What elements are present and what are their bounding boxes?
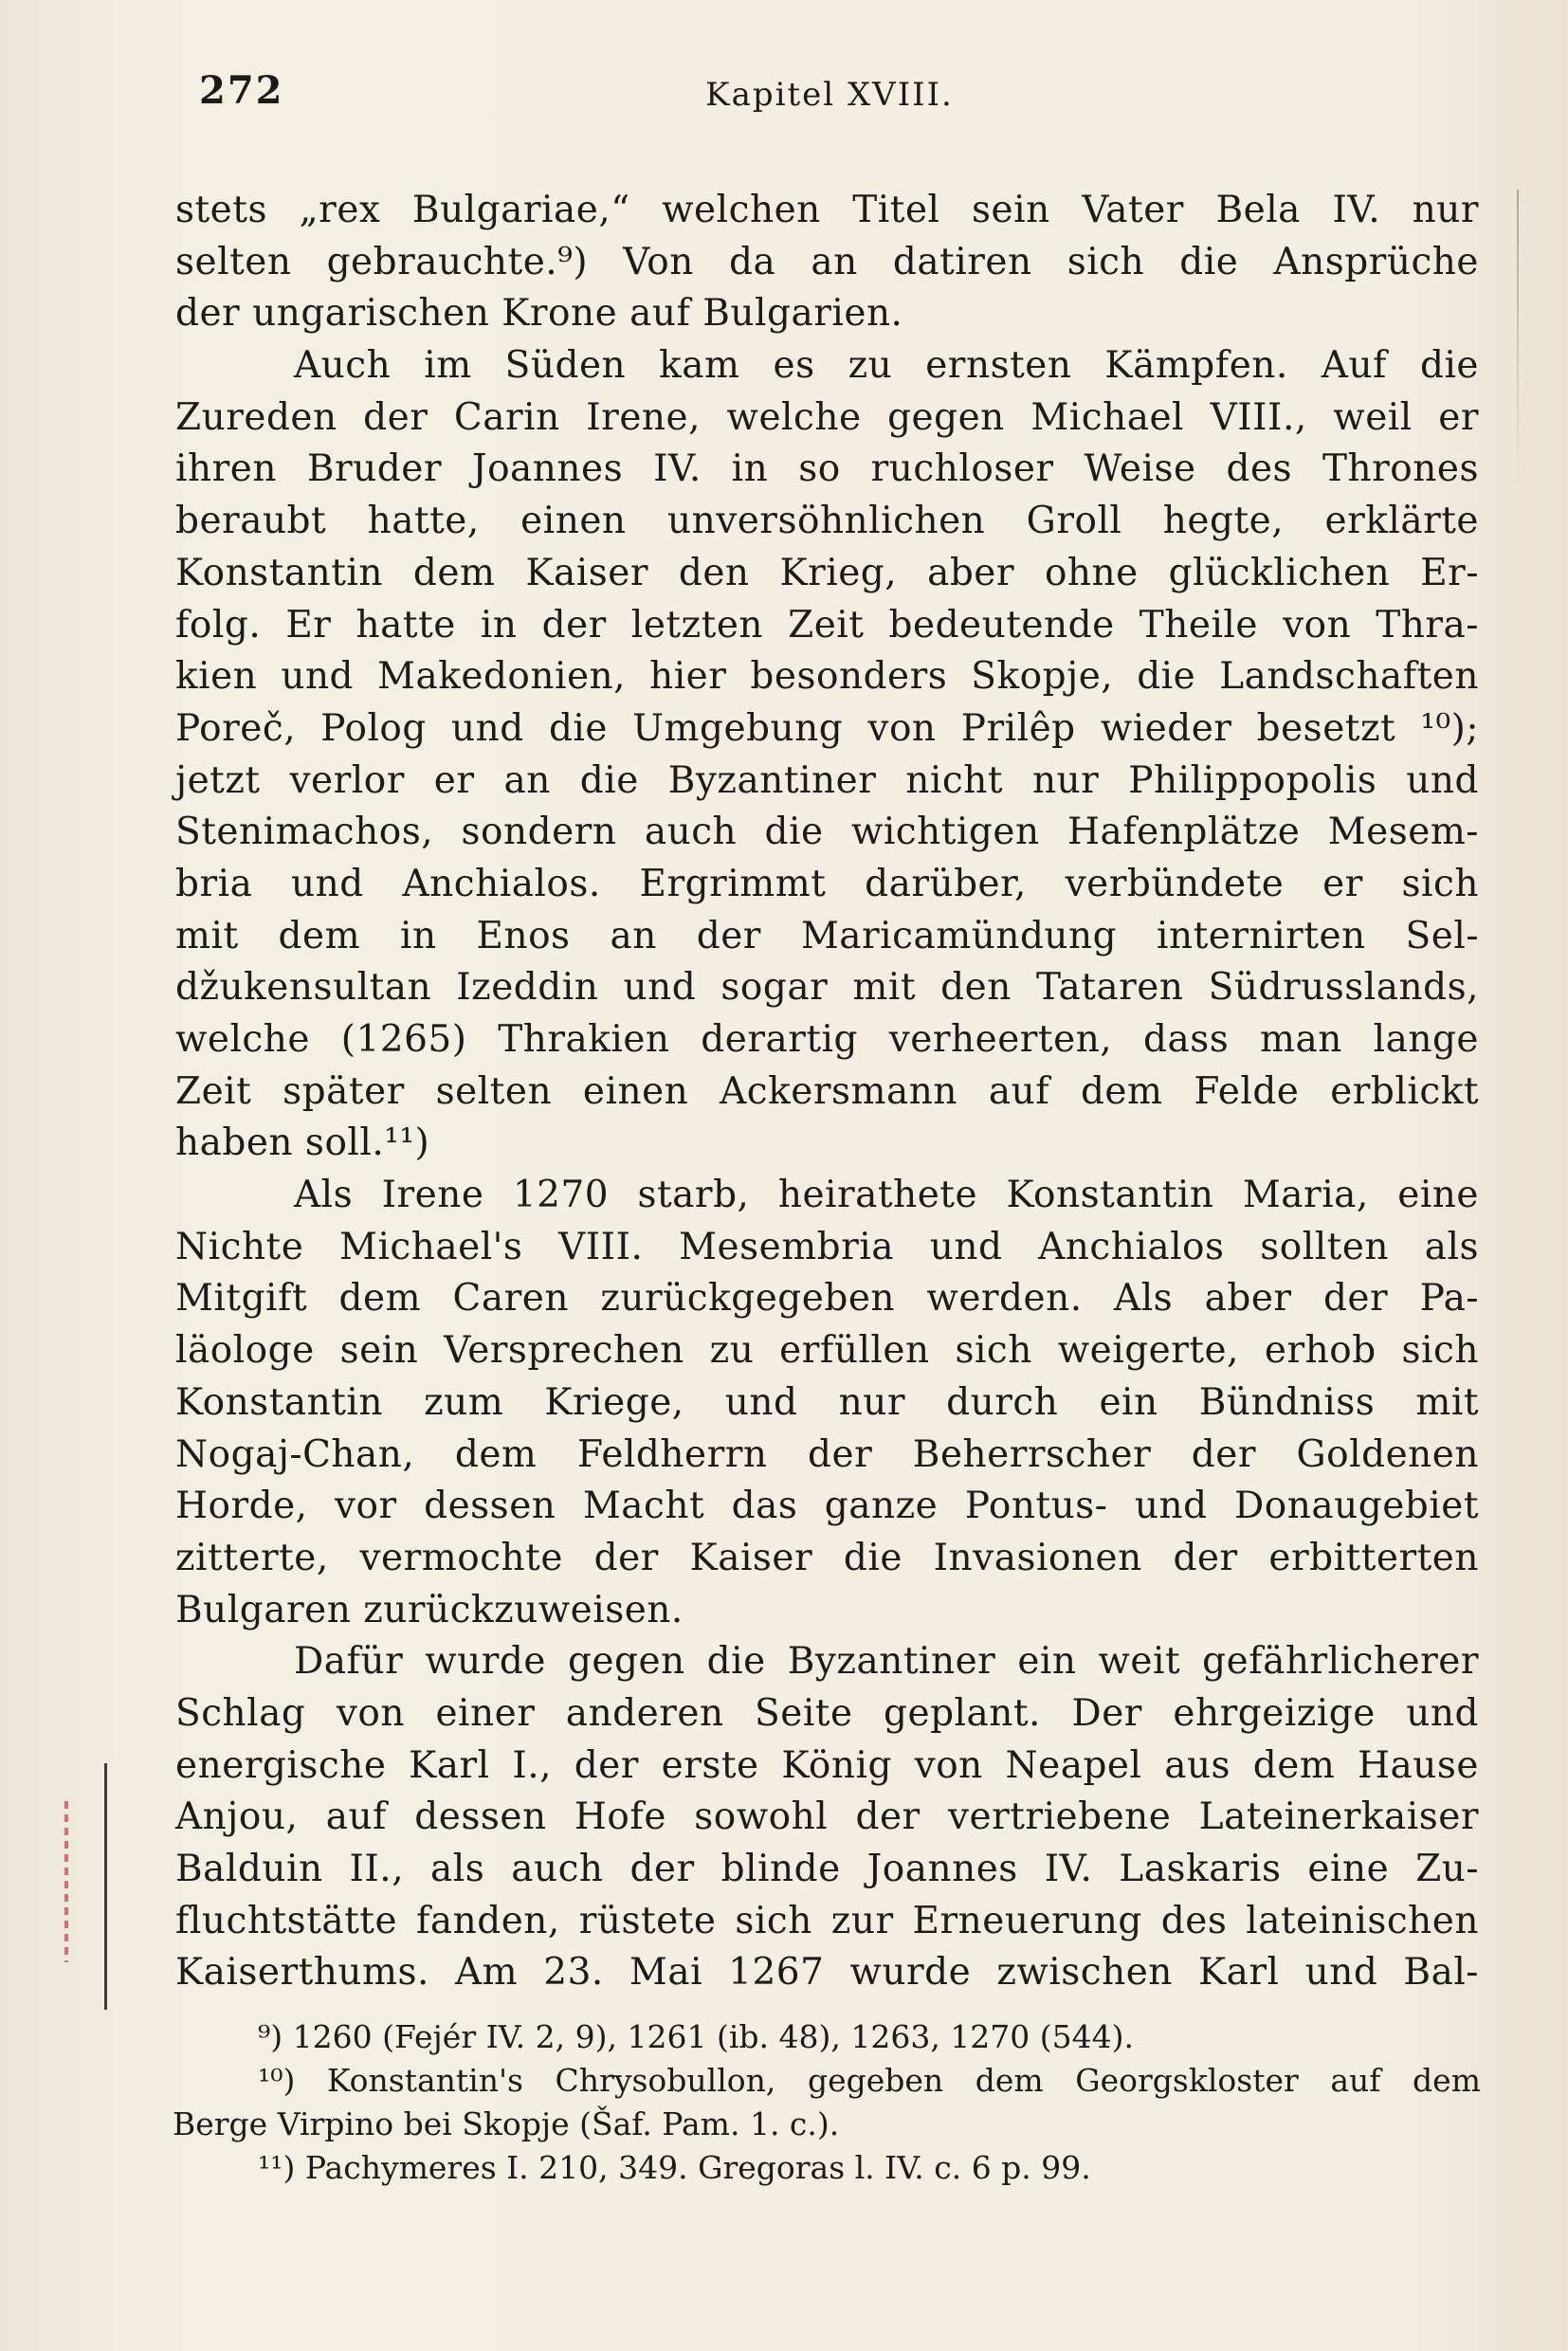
text-line: fluchtstätte fanden, rüstete sich zur Erneuerung des lateinischen: [175, 1899, 1479, 1942]
text-line: bria und Anchialos. Ergrimmt darüber, verbündete er sich: [175, 862, 1479, 905]
text-line: Schlag von einer anderen Seite geplant. Der ehrgeizige und: [175, 1691, 1479, 1735]
running-head: Kapitel XVIII.: [705, 76, 954, 114]
text-line: haben soll.¹¹): [175, 1121, 430, 1165]
text-line: Kaiserthums. Am 23. Mai 1267 wurde zwischen Karl und Bal-: [175, 1951, 1479, 1995]
text-line: Nichte Michael's VIII. Mesembria und Anchialos sollten als: [175, 1225, 1479, 1268]
text-line: Auch im Süden kam es zu ernsten Kämpfen. Auf die: [294, 344, 1479, 388]
text-line: der ungarischen Krone auf Bulgarien.: [175, 292, 903, 336]
text-line: Dafür wurde gegen die Byzantiner ein weit gefährlicherer: [294, 1640, 1479, 1684]
page-number: 272: [199, 68, 284, 113]
text-line: stets „rex Bulgariae,“ welchen Titel sein Vater Bela IV. nur: [175, 189, 1479, 231]
text-line: Nogaj-Chan, dem Feldherrn der Beherrscher der Goldenen: [175, 1432, 1479, 1476]
footnote: ¹⁰) Konstantin's Chrysobullon, gegeben dem Georgskloster auf dem: [258, 2062, 1481, 2099]
text-line: Poreč, Polog und die Umgebung von Prilêp wieder besetzt ¹⁰);: [175, 706, 1479, 750]
page-header: [199, 68, 1460, 125]
footnote-continuation: Berge Virpino bei Skopje (Šaf. Pam. 1. c.).: [173, 2105, 840, 2142]
text-line: džukensultan Izeddin und sogar mit den Tataren Südrusslands,: [175, 966, 1479, 1010]
text-line: Balduin II., als auch der blinde Joannes IV. Laskaris eine Zu-: [175, 1848, 1479, 1890]
text-line: folg. Er hatte in der letzten Zeit bedeutende Theile von Thra-: [175, 603, 1479, 647]
text-line: Horde, vor dessen Macht das ganze Pontus- und Donaugebiet: [175, 1485, 1479, 1528]
text-line: selten gebrauchte.⁹) Von da an datiren sich die Ansprüche: [175, 240, 1479, 283]
text-line: Bulgaren zurückzuweisen.: [175, 1588, 684, 1631]
text-line: ihren Bruder Joannes IV. in so ruchloser Weise des Thrones: [175, 447, 1479, 491]
text-line: Anjou, auf dessen Hofe sowohl der vertriebene Lateinerkaiser: [175, 1795, 1479, 1839]
margin-pencil-line: [1517, 190, 1519, 493]
text-line: Mitgift dem Caren zurückgegeben werden. Als aber der Pa-: [175, 1277, 1479, 1321]
text-line: Konstantin dem Kaiser den Krieg, aber ohne glücklichen Er-: [175, 551, 1479, 594]
footnotes: [173, 2015, 1481, 2190]
margin-red-pencil-mark: [64, 1801, 68, 1962]
text-line: mit dem in Enos an der Maricamündung internirten Sel-: [175, 914, 1479, 957]
text-line: Konstantin zum Kriege, und nur durch ein Bündniss mit: [175, 1380, 1479, 1424]
text-line: Zureden der Carin Irene, welche gegen Michael VIII., weil er: [175, 395, 1479, 439]
text-line: energische Karl I., der erste König von Neapel aus dem Hause: [175, 1743, 1479, 1787]
text-line: Zeit später selten einen Ackersmann auf dem Felde erblickt: [175, 1069, 1479, 1113]
text-line: kien und Makedonien, hier besonders Skopje, die Landschaften: [175, 655, 1479, 699]
text-line: Als Irene 1270 starb, heirathete Konstantin Maria, eine: [294, 1174, 1479, 1217]
text-line: beraubt hatte, einen unversöhnlichen Groll hegte, erklärte: [175, 500, 1479, 543]
text-line: Stenimachos, sondern auch die wichtigen Hafenplätze Mesem-: [175, 811, 1479, 854]
footnote: ⁹) 1260 (Fejér IV. 2, 9), 1261 (ib. 48), 1263, 1270 (544).: [258, 2018, 1134, 2055]
text-line: welche (1265) Thrakien derartig verheerten, dass man lange: [175, 1018, 1479, 1061]
text-line: jetzt verlor er an die Byzantiner nicht nur Philippopolis und: [175, 758, 1479, 802]
footnote: ¹¹) Pachymeres I. 210, 349. Gregoras l. IV. c. 6 p. 99.: [258, 2149, 1091, 2186]
text-line: läologe sein Versprechen zu erfüllen sich weigerte, erhob sich: [175, 1329, 1479, 1373]
margin-bracket-mark: [104, 1763, 117, 2010]
body-text: [175, 185, 1479, 1999]
text-line: zitterte, vermochte der Kaiser die Invasionen der erbitterten: [175, 1536, 1479, 1579]
